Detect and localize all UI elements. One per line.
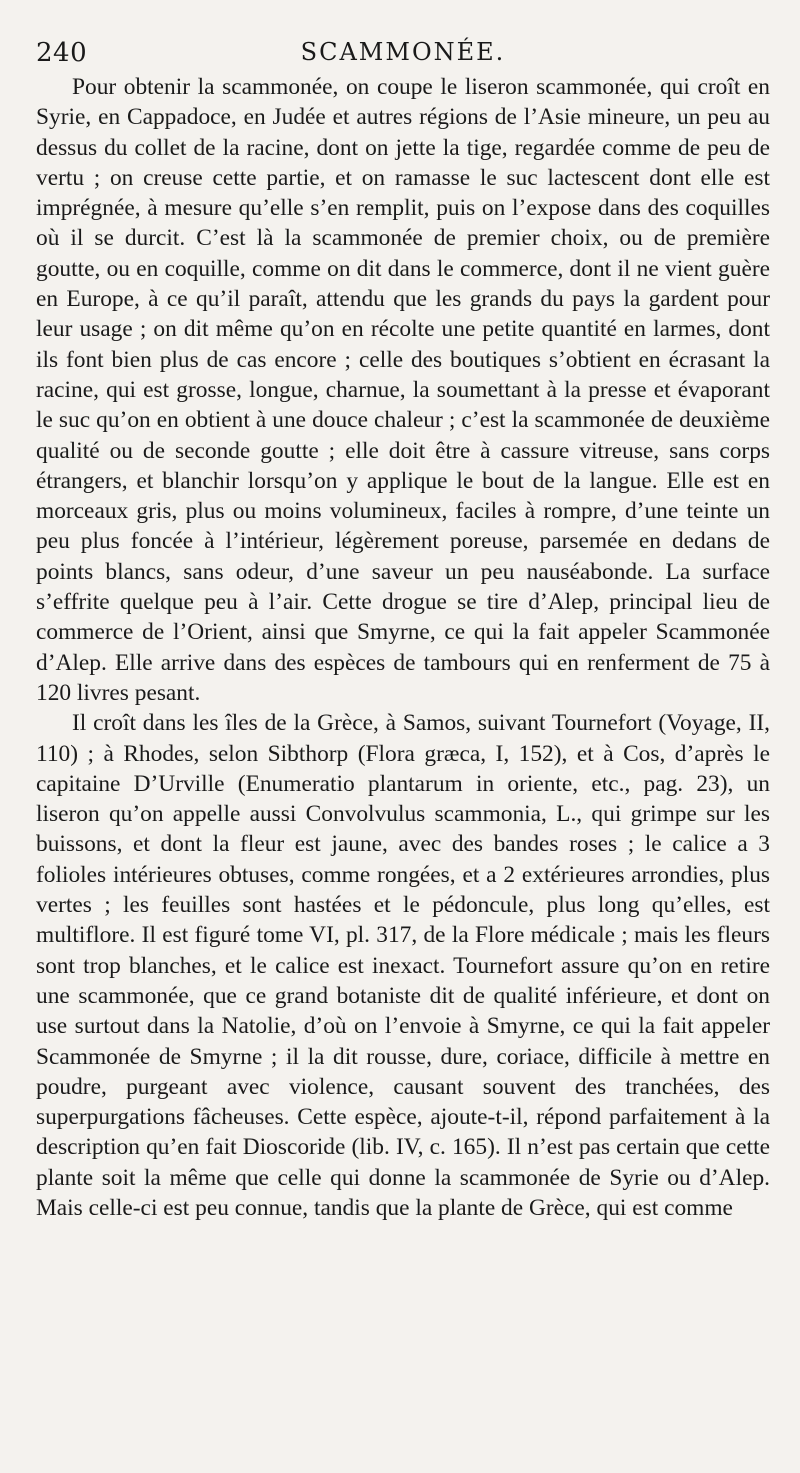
paragraph-2: Il croît dans les îles de la Grèce, à Samos, suivant Tournefort (Voyage, II, 110) ; à Rhodes, selon Sibthorp (Flora græca, I, 152), et à Cos, d’après le capitaine D’Urville (Enumeratio plantarum in oriente, etc., pag. 23), un liseron qu’on appelle aussi Convolvulus scammonia, L., qui grimpe sur les buissons, et dont la fleur est jaune, avec des bandes roses ; le calice a 3 folioles intérieures obtuses, comme rongées, et a 2 extérieures arrondies, plus vertes ; les feuilles sont hastées et le pédoncule, plus long qu’elles, est multiflore. Il est figuré tome VI, pl. 317, de la Flore médicale ; mais les fleurs sont trop blanches, et le calice est inexact. Tournefort assure qu’on en retire une scammonée, que ce grand botaniste dit de qualité inférieure, et dont on use surtout dans la Natolie, d’où on l’envoie à Smyrne, ce qui la fait appeler Scammonée de Smyrne ; il la dit rousse, dure, coriace, difficile à mettre en poudre, purgeant avec violence, causant souvent des tranchées, des superpurgations fâcheuses. Cette espèce, ajoute-t-il, répond parfaitement à la description qu’en fait Dioscoride (lib. IV, c. 165). Il n’est pas certain que cette plante soit la même que celle qui donne la scammonée de Syrie ou d’Alep. Mais celle-ci est peu connue, tandis que la plante de Grèce, qui est comme xyxy=(36,710,770,1221)
body-text xyxy=(36,72,770,1223)
paragraph-1: Pour obtenir la scammonée, on coupe le liseron scammonée, qui croît en Syrie, en Cappadoce, en Judée et autres régions de l’Asie mineure, un peu au dessus du collet de la racine, dont on jette la tige, regardée comme de peu de vertu ; on creuse cette partie, et on ramasse le suc lactescent dont elle est imprégnée, à mesure qu’elle s’en remplit, puis on l’expose dans des coquilles où il se durcit. C’est là la scammonée de premier choix, ou de première goutte, ou en coquille, comme on dit dans le commerce, dont il ne vient guère en Europe, à ce qu’il paraît, attendu que les grands du pays la gardent pour leur usage ; on dit même qu’on en récolte une petite quantité en larmes, dont ils font bien plus de cas encore ; celle des boutiques s’obtient en écrasant la racine, qui est grosse, longue, charnue, la soumettant à la presse et évaporant le suc qu’on en obtient à une douce chaleur ; c’est la scammonée de deuxième qualité ou de seconde goutte ; elle doit être à cassure vitreuse, sans corps étrangers, et blanchir lorsqu’on y applique le bout de la langue. Elle est en morceaux gris, plus ou moins volumineux, faciles à rompre, d’une teinte un peu plus foncée à l’intérieur, légèrement poreuse, parsemée en dedans de points blancs, sans odeur, d’une saveur un peu nauséabonde. La surface s’effrite quelque peu à l’air. Cette drogue se tire d’Alep, principal lieu de commerce de l’Orient, ainsi que Smyrne, ce qui la fait appeler Scammonée d’Alep. Elle arrive dans des espèces de tambours qui en renferment de 75 à 120 livres pesant. xyxy=(36,74,770,706)
page-header xyxy=(36,28,770,72)
running-head: SCAMMONÉE. xyxy=(300,38,506,66)
page-number: 240 xyxy=(36,38,88,68)
